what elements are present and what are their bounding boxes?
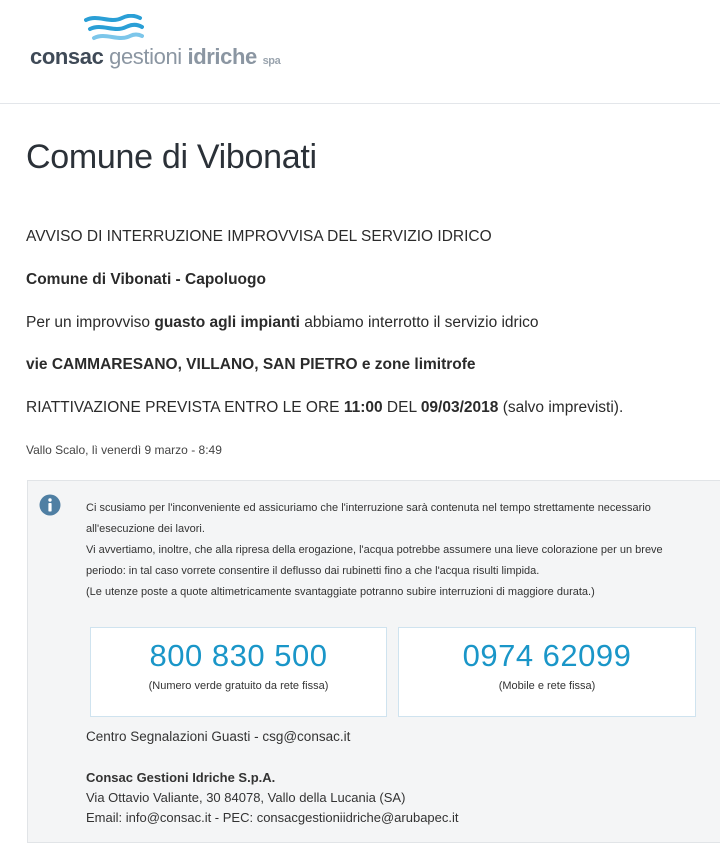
toll-free-number[interactable]: 800 830 500 [149,638,328,673]
restore-text-2: DEL [382,399,421,416]
company-info [86,768,459,828]
restore-line [26,399,623,417]
notice-line: periodo: in tal caso vorrete consentire il deflusso dai rubinetti fino a che l'acqua risulti limpida. [86,565,540,577]
notice-heading: AVVISO DI INTERRUZIONE IMPROVVISA DEL SERVIZIO IDRICO [26,228,492,245]
cause-text-after: abbiamo interrotto il servizio idrico [299,314,539,331]
mobile-phone-box [398,627,696,717]
toll-free-phone-box [90,627,387,717]
dateline: Vallo Scalo, lì venerdì 9 marzo - 8:49 [26,443,222,457]
cause-line [26,314,539,332]
logo-word-idriche: idriche [187,44,257,69]
cause-text-bold: guasto agli impianti [154,314,300,331]
restore-text-3: (salvo imprevisti). [498,399,624,416]
notice-text [86,498,716,603]
water-waves-icon [84,14,144,44]
logo-word-spa: spa [262,55,281,67]
notice-line: (Le utenze poste a quote altimetricamente svantaggiate potranno subire interruzioni di maggiore durata.) [86,586,595,598]
toll-free-caption: (Numero verde gratuito da rete fissa) [148,680,329,692]
restore-date: 09/03/2018 [420,399,499,416]
header-divider [0,103,720,104]
mobile-caption: (Mobile e rete fissa) [498,680,596,692]
notice-line: Vi avvertiamo, inoltre, che alla ripresa della erogazione, l'acqua potrebbe assumere una lieve colorazione per un breve [86,544,663,556]
info-panel [27,480,720,843]
streets-line: vie CAMMARESANO, VILLANO, SAN PIETRO e zone limitrofe [26,356,476,373]
location-line: Comune di Vibonati - Capoluogo [26,271,266,288]
company-contacts: Email: info@consac.it - PEC: consacgestioniidriche@arubapec.it [86,810,459,825]
info-icon [39,494,61,516]
mobile-number[interactable]: 0974 62099 [462,638,632,673]
cause-text-before: Per un improvviso [26,314,155,331]
logo-wordmark [30,44,280,70]
company-name: Consac Gestioni Idriche S.p.A. [86,770,276,785]
fault-reporting-contact: Centro Segnalazioni Guasti - csg@consac.it [86,729,351,744]
notice-line: Ci scusiamo per l'inconveniente ed assicuriamo che l'interruzione sarà contenuta nel tempo strettamente necessario [86,502,651,514]
page-title: Comune di Vibonati [26,138,317,176]
logo-word-consac: consac [30,44,104,69]
restore-time: 11:00 [343,399,383,416]
restore-text-1: RIATTIVAZIONE PREVISTA ENTRO LE ORE [26,399,344,416]
notice-line: all'esecuzione dei lavori. [86,523,205,535]
company-address: Via Ottavio Valiante, 30 84078, Vallo della Lucania (SA) [86,790,406,805]
logo-word-gestioni: gestioni [109,44,182,69]
